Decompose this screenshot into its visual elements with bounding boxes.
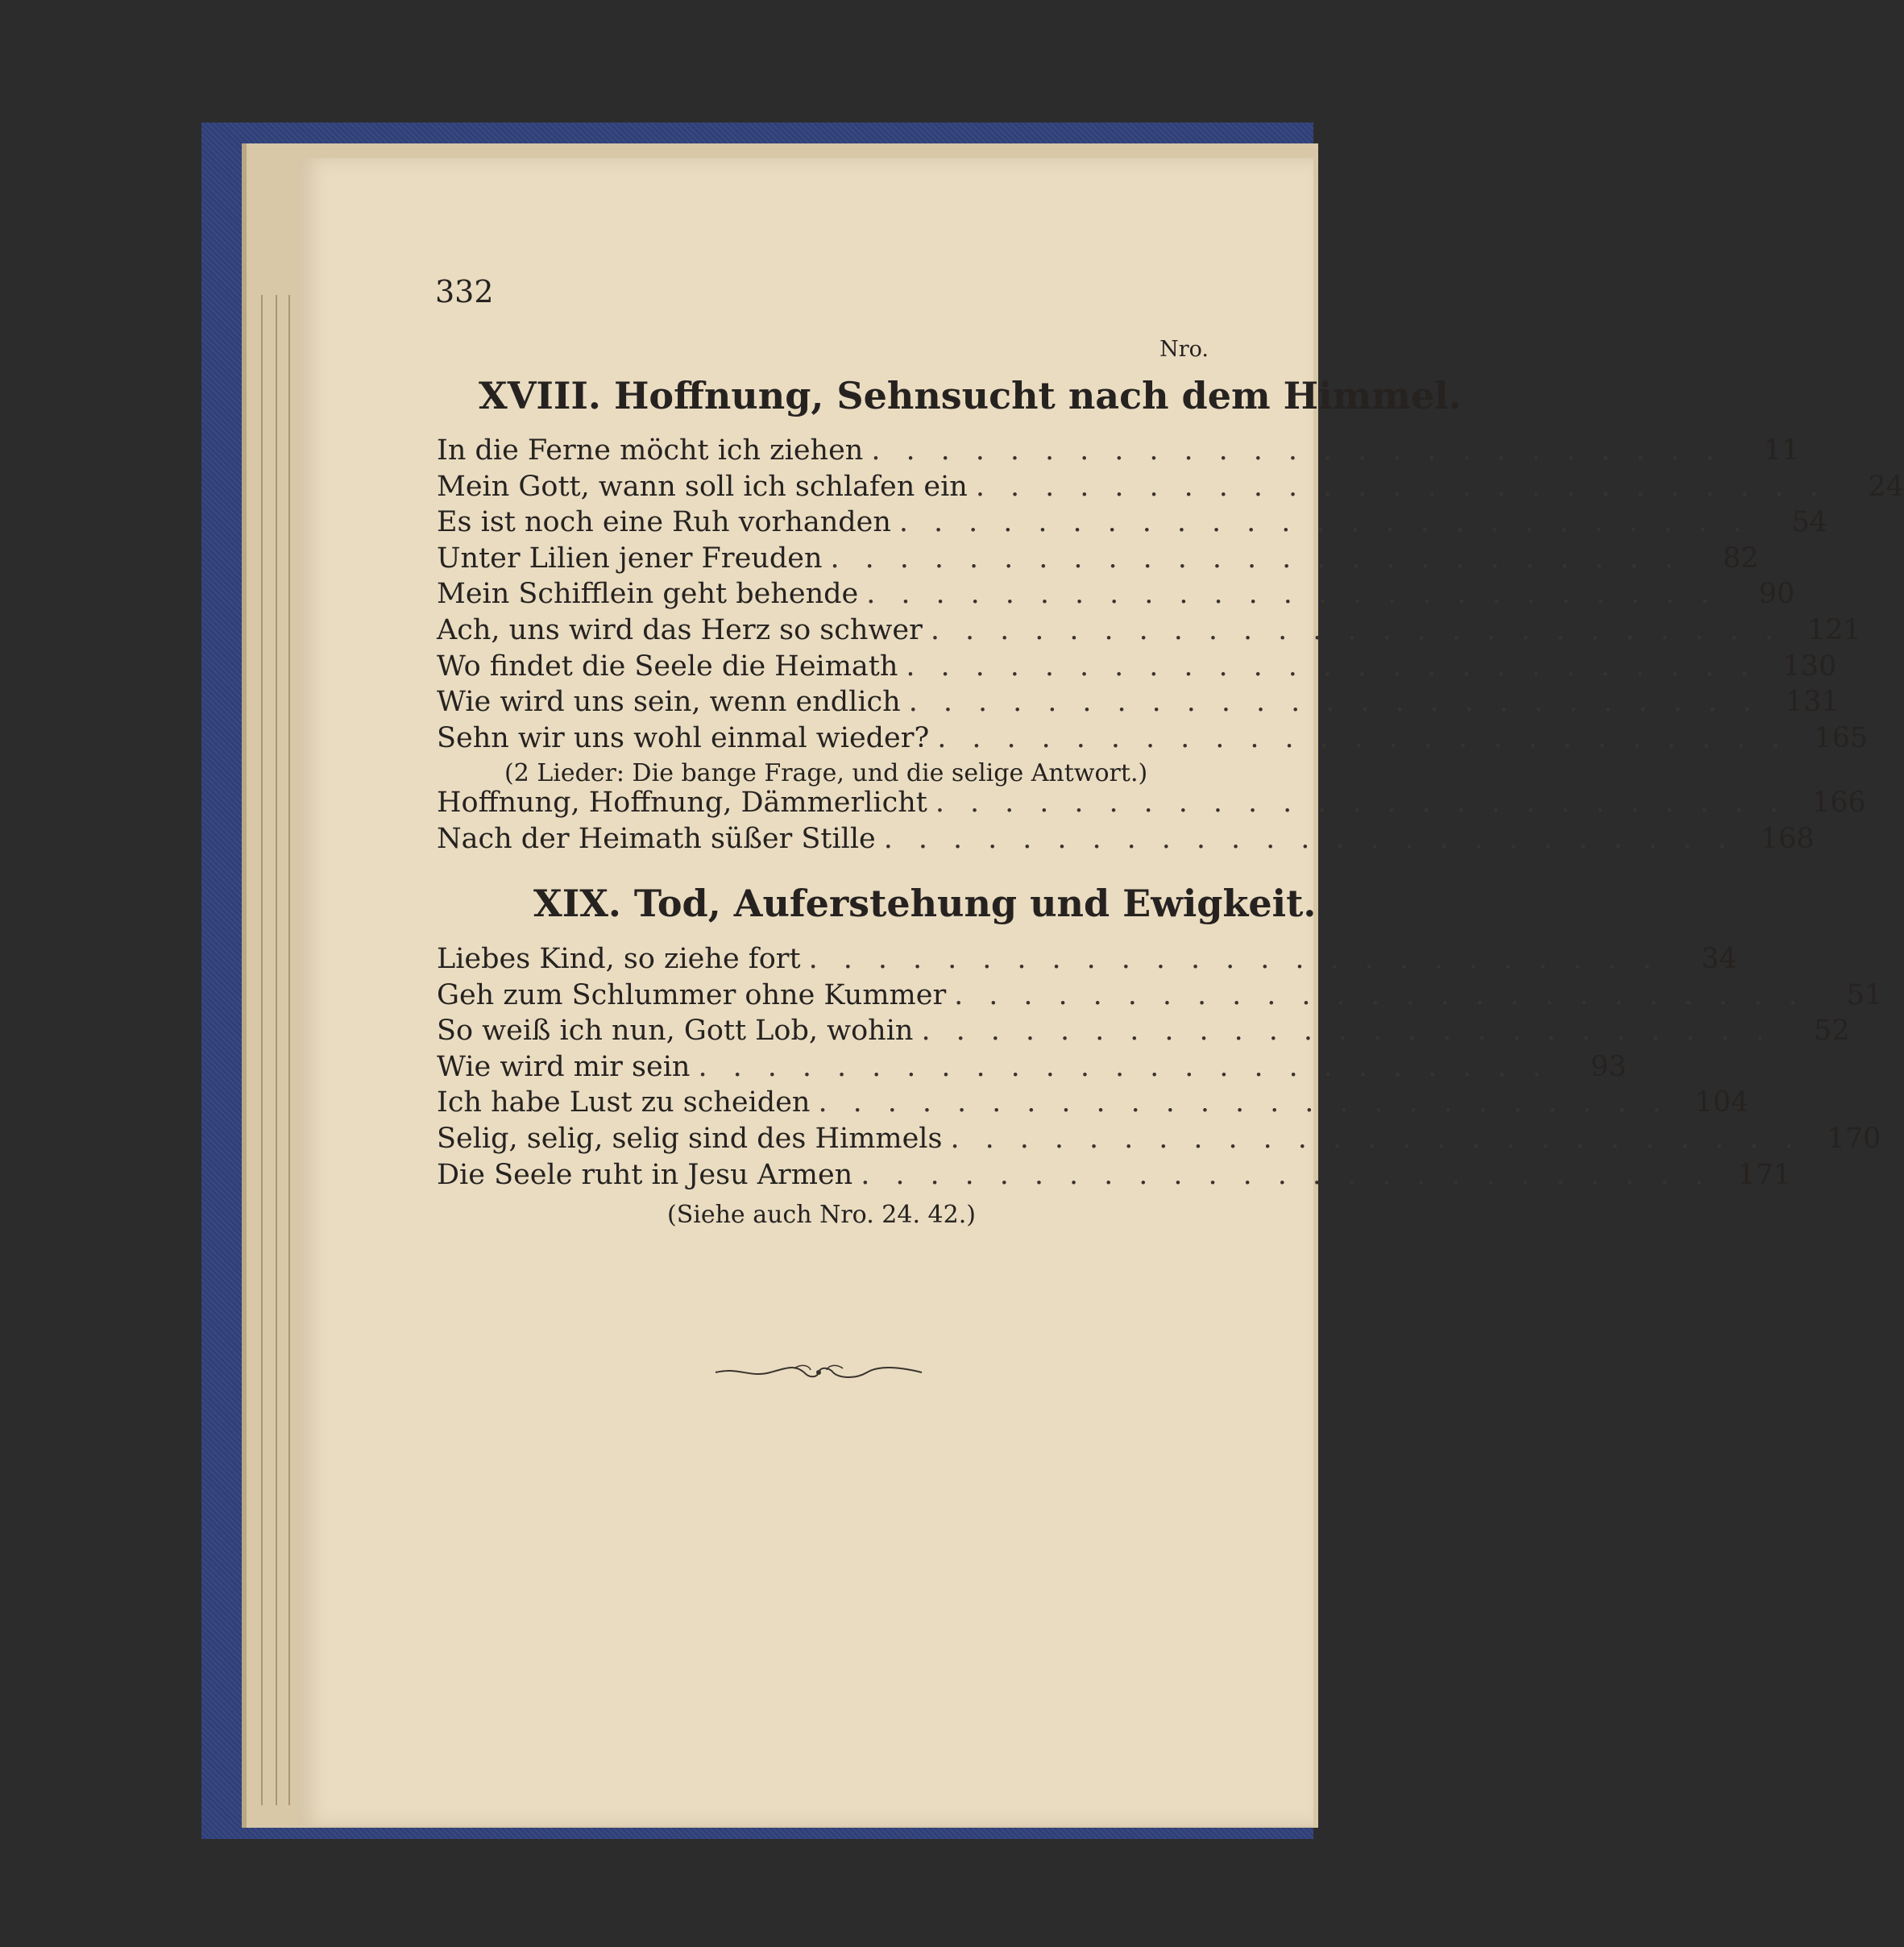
toc-entry: Hoffnung, Hoffnung, Dämmerlicht ......................... 166 <box>437 787 1866 819</box>
toc-entry: Wie wird mir sein ......................... 93 <box>437 1050 1627 1083</box>
toc-entry: Liebes Kind, so ziehe fort ......................... 34 <box>437 943 1737 975</box>
toc-entry: So weiß ich nun, Gott Lob, wohin ......................... 52 <box>437 1015 1850 1048</box>
toc-entry: Es ist noch eine Ruh vorhanden ......................... 54 <box>437 506 1828 539</box>
toc-list-xviii <box>437 434 1904 758</box>
toc-entry: Ach, uns wird das Herz so schwer ......................... 121 <box>437 613 1861 646</box>
toc-entry: Selig, selig, selig sind des Himmels ......................... 170 <box>437 1122 1881 1155</box>
toc-entry: Wie wird uns sein, wenn endlich ......................... 131 <box>437 686 1840 719</box>
toc-list-xviii-continued <box>437 787 1866 858</box>
note-two-songs: (2 Lieder: Die bange Frage, und die selige Antwort.) <box>504 759 1148 787</box>
toc-entry: Sehn wir uns wohl einmal wieder? ......................... 165 <box>437 721 1869 754</box>
toc-entry: Geh zum Schlummer ohne Kummer ......................... 51 <box>437 978 1883 1011</box>
toc-entry: Nach der Heimath süßer Stille ......................... 168 <box>437 822 1815 855</box>
section-title-xix: XIX. Tod, Auferstehung und Ewigkeit. <box>533 882 1317 925</box>
toc-entry: Mein Schifflein geht behende ......................... 90 <box>437 578 1795 611</box>
toc-entry: Mein Gott, wann soll ich schlafen ein ......................... 24 <box>437 470 1904 503</box>
note-see-also: (Siehe auch Nro. 24. 42.) <box>667 1201 976 1229</box>
toc-entry: In die Ferne möcht ich ziehen ......................... 11 <box>437 434 1800 467</box>
decorative-flourish-icon <box>714 1362 923 1383</box>
toc-list-xix <box>437 943 1883 1194</box>
toc-entry: Ich habe Lust zu scheiden ......................... 104 <box>437 1086 1749 1119</box>
toc-entry: Wo findet die Seele die Heimath ......................... 130 <box>437 650 1837 683</box>
number-column-header: Nro. <box>1159 337 1209 362</box>
book-page <box>300 158 1904 1826</box>
section-title-xviii: XVIII. Hoffnung, Sehnsucht nach dem Himmel. <box>479 374 1462 417</box>
page-number: 332 <box>435 274 494 309</box>
toc-entry: Die Seele ruht in Jesu Armen ......................... 171 <box>437 1158 1792 1191</box>
toc-entry: Unter Lilien jener Freuden ......................... 82 <box>437 542 1759 575</box>
